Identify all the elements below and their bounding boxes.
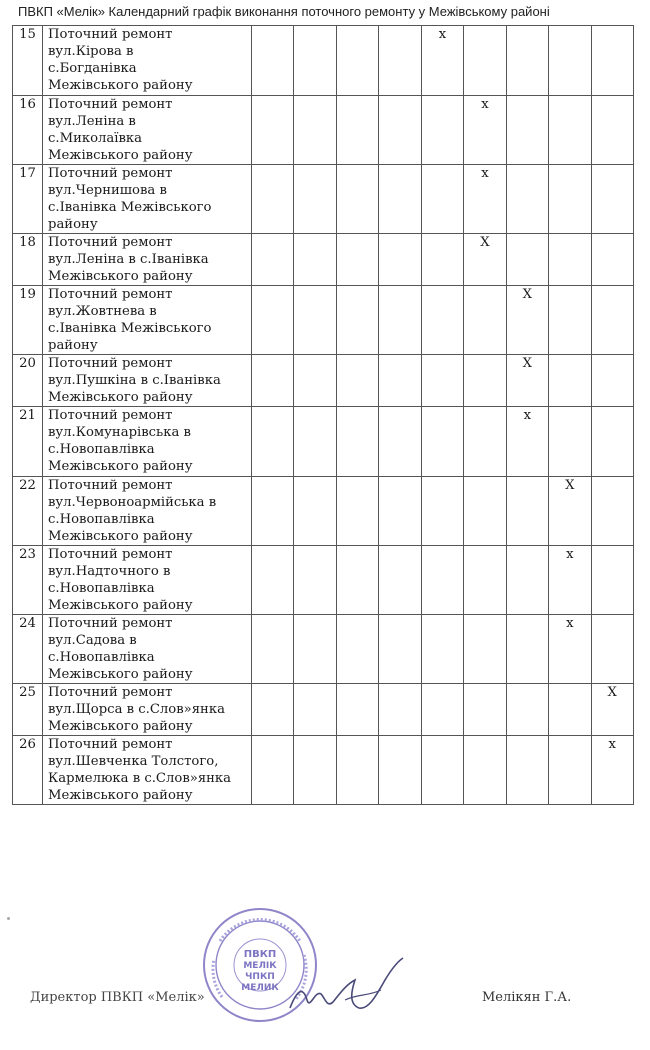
schedule-cell — [252, 96, 294, 165]
row-number: 22 — [13, 477, 43, 546]
table-row — [13, 546, 634, 615]
description-line: вул.Пушкіна в с.Іванівка — [48, 373, 221, 388]
repair-description — [43, 286, 252, 355]
schedule-cell — [464, 736, 506, 805]
description-line: Поточний ремонт — [48, 235, 173, 250]
schedule-cell — [464, 26, 506, 96]
schedule-cell — [464, 546, 506, 615]
table-row — [13, 286, 634, 355]
schedule-cell — [549, 736, 591, 805]
schedule-cell — [549, 26, 591, 96]
schedule-cell — [294, 684, 336, 736]
schedule-cell — [379, 684, 421, 736]
description-line: вул.Садова в — [48, 633, 137, 648]
schedule-cell — [506, 96, 548, 165]
description-line: с.Новопавлівка — [48, 512, 155, 527]
schedule-cell — [591, 407, 634, 477]
schedule-cell — [421, 684, 463, 736]
row-number: 18 — [13, 234, 43, 286]
description-line: Межівського району — [48, 78, 193, 93]
svg-text:МЕЛІК: МЕЛІК — [243, 961, 277, 971]
schedule-mark: х — [566, 547, 574, 562]
description-line: Поточний ремонт — [48, 547, 173, 562]
svg-text:ПВКП: ПВКП — [243, 949, 277, 960]
schedule-cell — [421, 736, 463, 805]
schedule-cell — [336, 286, 378, 355]
schedule-cell — [549, 286, 591, 355]
description-line: вул.Надточного в — [48, 564, 171, 579]
schedule-cell — [294, 26, 336, 96]
description-line: Поточний ремонт — [48, 166, 173, 181]
description-line: Межівського району — [48, 148, 193, 163]
svg-text:ЧПКП: ЧПКП — [245, 972, 275, 982]
schedule-cell — [506, 165, 548, 234]
schedule-cell — [336, 165, 378, 234]
schedule-cell — [294, 477, 336, 546]
schedule-cell — [549, 477, 591, 546]
schedule-cell — [294, 96, 336, 165]
description-line: вул.Леніна в с.Іванівка — [48, 252, 209, 267]
repair-description — [43, 96, 252, 165]
description-line: Межівського району — [48, 598, 193, 613]
description-line: Поточний ремонт — [48, 27, 173, 42]
schedule-cell — [294, 736, 336, 805]
row-number: 20 — [13, 355, 43, 407]
repair-description — [43, 615, 252, 684]
description-line: вул.Комунарівська в — [48, 425, 191, 440]
schedule-mark: Х — [607, 685, 617, 700]
description-line: Межівського району — [48, 667, 193, 682]
schedule-cell — [421, 407, 463, 477]
schedule-cell — [591, 355, 634, 407]
schedule-cell — [549, 234, 591, 286]
table-row — [13, 355, 634, 407]
schedule-cell — [336, 546, 378, 615]
description-line: вул.Леніна в — [48, 114, 136, 129]
schedule-cell — [591, 615, 634, 684]
row-number: 26 — [13, 736, 43, 805]
table-row — [13, 96, 634, 165]
schedule-cell — [421, 355, 463, 407]
description-line: Поточний ремонт — [48, 685, 173, 700]
schedule-mark: х — [566, 616, 574, 631]
repair-description — [43, 684, 252, 736]
description-line: вул.Чернишова в — [48, 183, 167, 198]
repair-description — [43, 165, 252, 234]
schedule-cell — [464, 96, 506, 165]
schedule-cell — [252, 234, 294, 286]
schedule-cell — [464, 234, 506, 286]
description-line: району — [48, 338, 98, 353]
schedule-cell — [549, 615, 591, 684]
row-number: 16 — [13, 96, 43, 165]
description-line: вул.Кірова в — [48, 44, 134, 59]
signer-name: Мелікян Г.А. — [482, 990, 572, 1005]
repair-description — [43, 355, 252, 407]
row-number: 23 — [13, 546, 43, 615]
description-line: с.Новопавлівка — [48, 581, 155, 596]
schedule-cell — [549, 407, 591, 477]
document-title: ПВКП «Мелік» Календарний графік виконання поточного ремонту у Межівському районі — [18, 4, 550, 19]
schedule-mark: Х — [522, 356, 533, 371]
description-line: Межівського району — [48, 788, 193, 803]
description-line: Межівського району — [48, 269, 193, 284]
schedule-cell — [336, 615, 378, 684]
description-line: Межівського району — [48, 390, 193, 405]
schedule-cell — [421, 96, 463, 165]
schedule-cell — [252, 407, 294, 477]
schedule-cell — [379, 96, 421, 165]
schedule-cell — [549, 355, 591, 407]
description-line: вул.Шевченка Толстого, — [48, 754, 219, 769]
row-number: 25 — [13, 684, 43, 736]
row-number: 17 — [13, 165, 43, 234]
schedule-cell — [421, 165, 463, 234]
schedule-cell — [336, 477, 378, 546]
schedule-cell — [379, 286, 421, 355]
schedule-cell — [506, 615, 548, 684]
table-row — [13, 477, 634, 546]
description-line: вул.Червоноармійська в — [48, 495, 217, 510]
description-line: Межівського району — [48, 529, 193, 544]
schedule-cell — [506, 355, 548, 407]
schedule-cell — [421, 615, 463, 684]
schedule-cell — [336, 355, 378, 407]
description-line: вул.Жовтнева в — [48, 304, 157, 319]
schedule-cell — [506, 407, 548, 477]
schedule-cell — [379, 546, 421, 615]
description-line: Поточний ремонт — [48, 408, 173, 423]
schedule-cell — [379, 165, 421, 234]
schedule-cell — [506, 26, 548, 96]
schedule-cell — [252, 615, 294, 684]
schedule-cell — [294, 234, 336, 286]
repair-description — [43, 736, 252, 805]
schedule-cell — [336, 407, 378, 477]
table-row — [13, 165, 634, 234]
table-row — [13, 407, 634, 477]
schedule-mark: х — [523, 408, 532, 423]
description-line: Поточний ремонт — [48, 737, 173, 752]
schedule-cell — [464, 286, 506, 355]
description-line: с.Іванівка Межівського — [48, 321, 212, 336]
schedule-cell — [379, 26, 421, 96]
schedule-cell — [506, 477, 548, 546]
schedule-cell — [549, 684, 591, 736]
schedule-cell — [336, 736, 378, 805]
description-line: Поточний ремонт — [48, 97, 173, 112]
row-number: 15 — [13, 26, 43, 96]
schedule-cell — [252, 286, 294, 355]
schedule-cell — [252, 26, 294, 96]
description-line: Поточний ремонт — [48, 356, 173, 371]
schedule-cell — [591, 96, 634, 165]
schedule-cell — [252, 165, 294, 234]
schedule-cell — [294, 615, 336, 684]
schedule-cell — [379, 407, 421, 477]
schedule-cell — [506, 546, 548, 615]
schedule-cell — [336, 684, 378, 736]
schedule-cell — [464, 684, 506, 736]
schedule-cell — [336, 96, 378, 165]
schedule-cell — [294, 546, 336, 615]
schedule-cell — [336, 26, 378, 96]
schedule-mark: х — [481, 166, 489, 181]
schedule-cell — [421, 477, 463, 546]
schedule-cell — [591, 286, 634, 355]
description-line: Поточний ремонт — [48, 478, 173, 493]
description-line: Кармелюка в с.Слов»янка — [48, 771, 232, 786]
schedule-cell — [252, 684, 294, 736]
schedule-cell — [506, 736, 548, 805]
repair-description — [43, 546, 252, 615]
table-row — [13, 684, 634, 736]
schedule-cell — [379, 234, 421, 286]
schedule-cell — [464, 477, 506, 546]
schedule-table — [12, 25, 634, 805]
description-line: Поточний ремонт — [48, 287, 173, 302]
schedule-mark: х — [481, 97, 489, 112]
schedule-cell — [252, 546, 294, 615]
table-row — [13, 736, 634, 805]
schedule-cell — [506, 684, 548, 736]
schedule-cell — [421, 546, 463, 615]
description-line: с.Богданівка — [48, 61, 137, 76]
description-line: Поточний ремонт — [48, 616, 173, 631]
schedule-mark: х — [438, 27, 447, 42]
description-line: с.Новопавлівка — [48, 650, 155, 665]
repair-description — [43, 234, 252, 286]
description-line: району — [48, 217, 98, 232]
description-line: с.Іванівка Межівського — [48, 200, 212, 215]
schedule-cell — [421, 234, 463, 286]
repair-description — [43, 26, 252, 96]
description-line: с.Новопавлівка — [48, 442, 155, 457]
schedule-cell — [421, 286, 463, 355]
schedule-cell — [591, 736, 634, 805]
schedule-cell — [379, 355, 421, 407]
schedule-mark: х — [608, 737, 616, 752]
schedule-mark: Х — [480, 235, 490, 250]
schedule-cell — [379, 477, 421, 546]
schedule-cell — [591, 546, 634, 615]
schedule-cell — [591, 477, 634, 546]
schedule-cell — [294, 355, 336, 407]
schedule-cell — [294, 407, 336, 477]
schedule-cell — [421, 26, 463, 96]
scan-speck — [7, 917, 10, 920]
schedule-cell — [549, 165, 591, 234]
schedule-cell — [591, 684, 634, 736]
description-line: вул.Щорса в с.Слов»янка — [48, 702, 225, 717]
schedule-cell — [379, 615, 421, 684]
schedule-cell — [464, 407, 506, 477]
schedule-cell — [464, 355, 506, 407]
schedule-cell — [294, 165, 336, 234]
schedule-cell — [336, 234, 378, 286]
schedule-mark: Х — [522, 287, 533, 302]
schedule-cell — [464, 165, 506, 234]
row-number: 19 — [13, 286, 43, 355]
schedule-cell — [506, 234, 548, 286]
schedule-mark: Х — [565, 478, 575, 493]
table-row — [13, 615, 634, 684]
schedule-cell — [294, 286, 336, 355]
handwritten-signature — [285, 950, 415, 1020]
table-row — [13, 234, 634, 286]
schedule-cell — [464, 615, 506, 684]
svg-text:МЕЛИК: МЕЛИК — [241, 983, 279, 993]
schedule-cell — [591, 165, 634, 234]
repair-description — [43, 477, 252, 546]
repair-description — [43, 407, 252, 477]
schedule-cell — [379, 736, 421, 805]
row-number: 21 — [13, 407, 43, 477]
schedule-cell — [252, 477, 294, 546]
description-line: с.Миколаївка — [48, 131, 143, 146]
schedule-cell — [549, 546, 591, 615]
schedule-cell — [252, 355, 294, 407]
row-number: 24 — [13, 615, 43, 684]
schedule-cell — [252, 736, 294, 805]
schedule-cell — [591, 234, 634, 286]
schedule-cell — [549, 96, 591, 165]
table-row — [13, 26, 634, 96]
signer-role: Директор ПВКП «Мелік» — [30, 990, 205, 1005]
schedule-cell — [506, 286, 548, 355]
schedule-cell — [591, 26, 634, 96]
description-line: Межівського району — [48, 459, 193, 474]
description-line: Межівського району — [48, 719, 193, 734]
